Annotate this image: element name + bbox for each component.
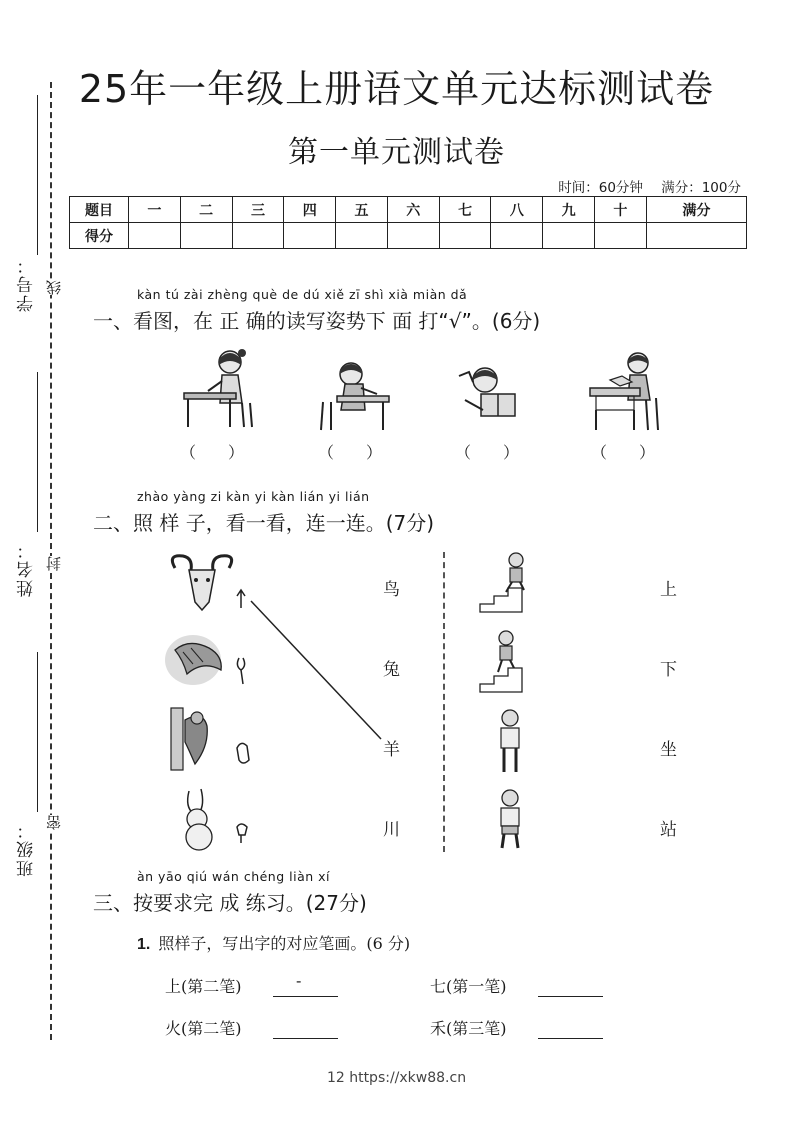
q3-sub1-text: 照样子，写出字的对应笔画。(6 分) [158,934,411,953]
left-word-1[interactable]: 鸟 [383,580,400,600]
score-input-cell[interactable] [543,223,595,249]
class-label: 班级： [17,820,37,877]
score-input-cell[interactable] [439,223,491,249]
right-word-3[interactable]: 坐 [660,740,677,760]
score-input-cell[interactable] [284,223,336,249]
score-input-cell[interactable] [646,223,746,249]
match-divider [443,552,445,852]
stroke-answer-line-1[interactable] [273,996,338,997]
stroke-answer-line-3[interactable] [273,1038,338,1039]
boy-leaning-illustration [315,352,390,432]
score-input-cell[interactable] [387,223,439,249]
name-label: 姓名： [17,540,37,597]
name-line [37,372,38,532]
exam-meta [544,176,741,196]
score-cell: 十 [595,197,647,223]
full-score: 满分：100分 [661,180,741,196]
q1-heading: 一、看图，在 正 确的读写姿势下 面 打“√”。(6分) [93,309,541,333]
boy-climbing-up-illustration [478,550,540,615]
q2-pinyin: zhào yàng zi kàn yi kàn lián yi lián [137,489,370,504]
rabbit-illustration [175,787,255,853]
boy-lying-reading-illustration [455,360,525,425]
score-cell: 四 [284,197,336,223]
score-cell: 三 [232,197,284,223]
seal-mi: 密 [45,815,63,830]
score-table-score-row [70,223,747,249]
score-input-cell[interactable] [180,223,232,249]
boy-going-down-illustration [478,628,540,695]
answer-paren-1[interactable]: （ ） [180,443,245,462]
girl-writing-illustration [180,345,255,430]
stroke-item-3: 火(第二笔) [165,1019,242,1038]
q3-pinyin: àn yāo qiú wán chéng liàn xí [137,869,331,884]
stroke-item-2: 七(第一笔) [430,977,507,996]
goat-illustration [163,552,258,614]
score-cell: 一 [129,197,181,223]
example-match-line [245,595,390,745]
score-cell: 六 [387,197,439,223]
score-input-cell[interactable] [129,223,181,249]
left-word-3[interactable]: 羊 [383,740,400,760]
left-word-2[interactable]: 兔 [383,660,400,680]
bird-illustration [163,630,258,688]
boy-reading-desk-illustration [588,348,663,433]
answer-paren-4[interactable]: （ ） [591,443,656,462]
answer-paren-2[interactable]: （ ） [318,443,383,462]
left-word-4[interactable]: 川 [383,820,400,840]
score-table-header-row [70,197,747,223]
q2-heading: 二、照 样 子，看一看，连一连。(7分) [93,511,435,535]
score-cell: 满分 [646,197,746,223]
stroke-answer-line-4[interactable] [538,1038,603,1039]
score-cell: 五 [336,197,388,223]
woodpecker-illustration [163,706,258,772]
score-table [69,196,747,249]
right-word-2[interactable]: 下 [660,660,677,680]
q3-heading: 三、按要求完 成 练习。(27分) [93,891,367,915]
stroke-answer-line-2[interactable] [538,996,603,997]
q3-sub1 [137,931,410,954]
seal-xian: 线 [45,280,63,295]
score-cell: 二 [180,197,232,223]
student-id-line [37,95,38,255]
q1-pinyin: kàn tú zài zhèng què de dú xiě zī shì xià miàn dǎ [137,287,468,302]
score-input-cell[interactable] [595,223,647,249]
page-title: 25年一年级上册语文单元达标测试卷 [78,67,715,111]
score-cell: 题目 [70,197,129,223]
score-cell: 八 [491,197,543,223]
boy-sitting-illustration [490,788,530,850]
answer-paren-3[interactable]: （ ） [455,443,520,462]
class-line [37,652,38,812]
seal-feng: 封 [45,556,63,571]
right-word-4[interactable]: 站 [660,820,677,840]
page-subtitle: 第一单元测试卷 [288,135,505,170]
score-input-cell[interactable] [336,223,388,249]
score-input-cell[interactable] [232,223,284,249]
stroke-item-4: 禾(第三笔) [430,1019,507,1038]
student-id-label: 学号： [17,255,37,312]
score-cell: 九 [543,197,595,223]
right-word-1[interactable]: 上 [660,580,677,600]
time-limit: 时间：60分钟 [558,180,643,196]
stroke-item-1: 上(第二笔) [165,977,242,996]
boy-standing-illustration [490,708,530,776]
q3-sub1-number: 1. [137,936,151,953]
score-input-cell[interactable] [491,223,543,249]
page-footer: 12 https://xkw88.cn [326,1070,467,1086]
score-row-label: 得分 [70,223,129,249]
stroke-example-answer: - [296,971,302,990]
score-cell: 七 [439,197,491,223]
